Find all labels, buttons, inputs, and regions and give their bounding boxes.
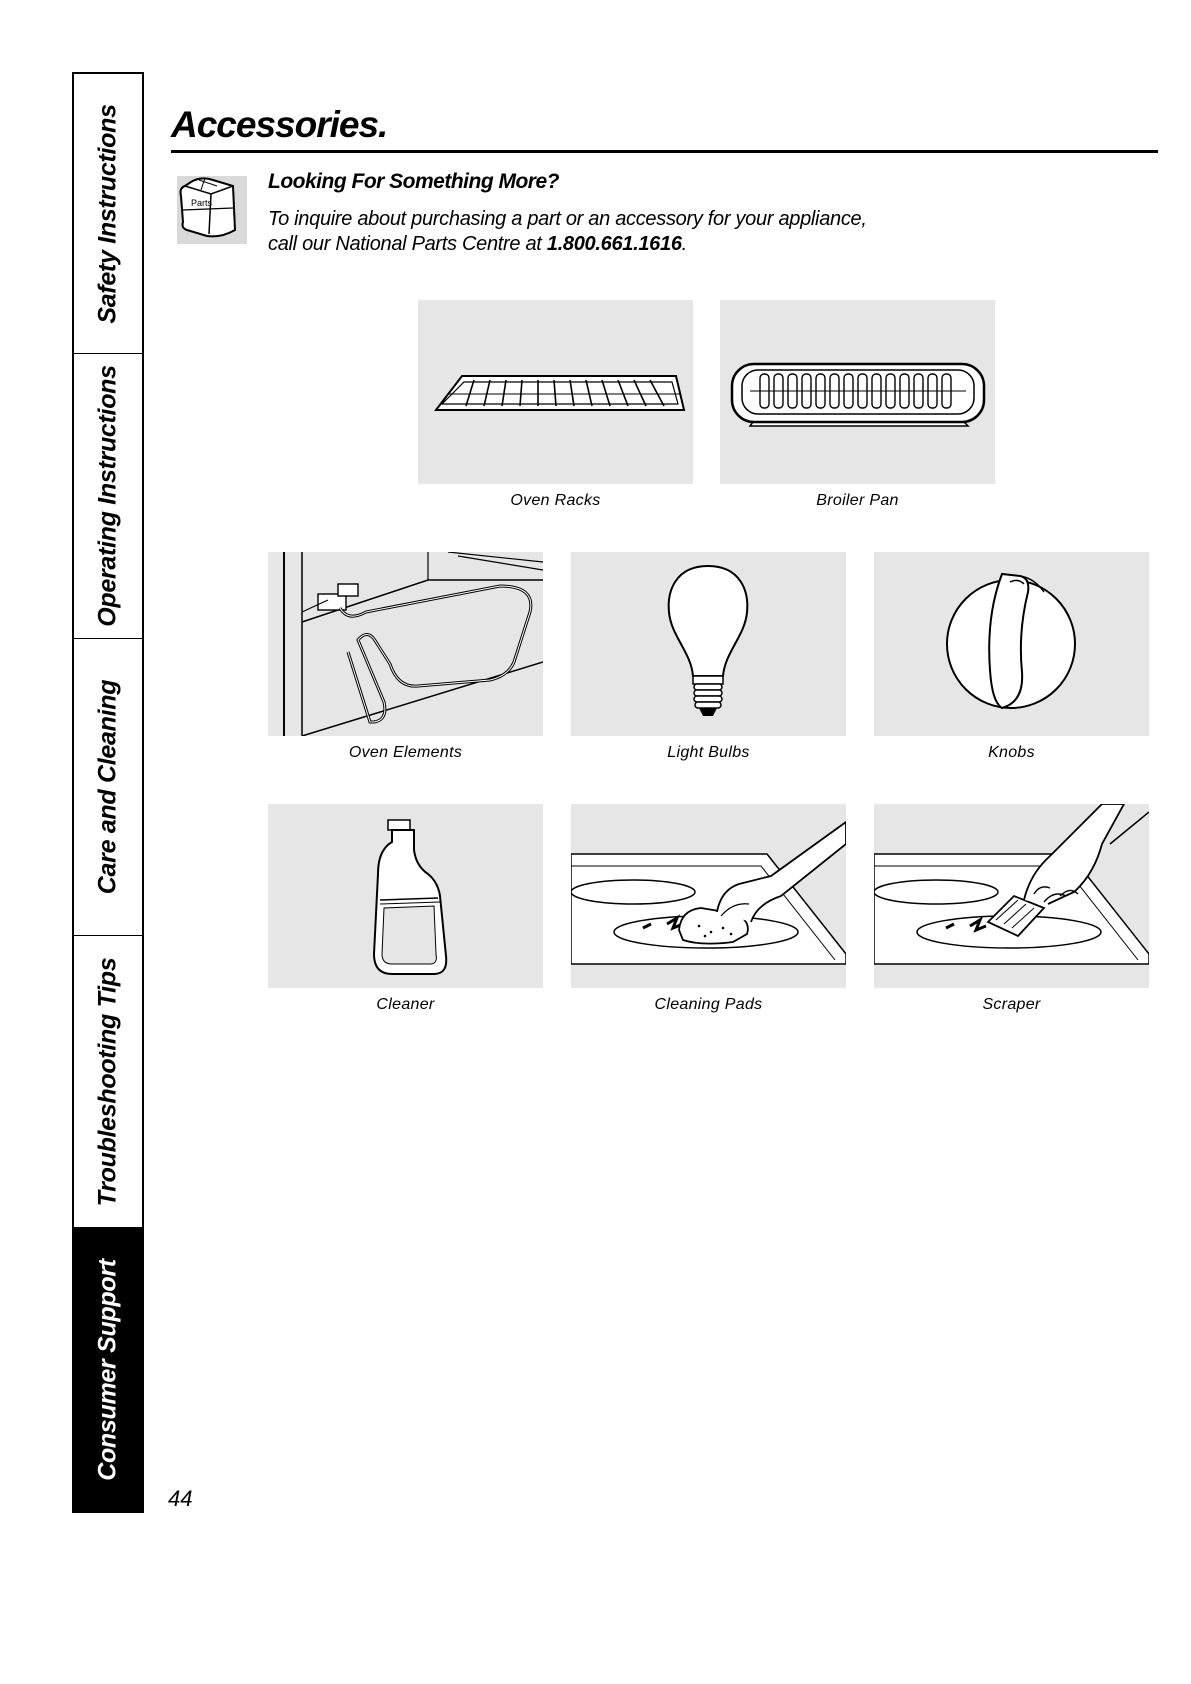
cleaner-bottle-illustration <box>268 804 543 988</box>
tab-label: Operating Instructions <box>93 365 122 627</box>
tab-care-and-cleaning[interactable] <box>74 639 142 936</box>
scraper-caption: Scraper <box>982 996 1041 1013</box>
title-rule <box>171 150 1158 153</box>
intro-line-1: To inquire about purchasing a part or an accessory for your appliance, <box>268 208 867 230</box>
page-title: Accessories. <box>171 104 388 145</box>
accessory-light-bulbs <box>571 552 846 762</box>
tab-operating-instructions[interactable] <box>74 354 142 639</box>
light-bulb-illustration <box>571 552 846 736</box>
accessory-cleaner <box>268 804 543 1014</box>
oven-racks-illustration <box>418 300 693 484</box>
tab-label: Consumer Support <box>93 1258 122 1481</box>
accessory-scraper <box>874 804 1149 1014</box>
tab-label: Troubleshooting Tips <box>93 957 122 1206</box>
tab-consumer-support[interactable] <box>74 1228 142 1511</box>
accessory-broiler-pan <box>720 300 995 510</box>
intro-line-2-suffix: . <box>681 233 687 255</box>
scraper-illustration <box>874 804 1149 988</box>
tab-safety-instructions[interactable] <box>74 74 142 354</box>
cleaning-pads-caption: Cleaning Pads <box>654 996 763 1013</box>
parts-box-icon <box>171 172 249 246</box>
accessory-knobs <box>874 552 1149 762</box>
page-number: 44 <box>168 1486 193 1511</box>
section-subhead: Looking For Something More? <box>268 170 559 193</box>
tab-label: Safety Instructions <box>93 103 122 324</box>
knob-illustration <box>874 552 1149 736</box>
intro-line-2-prefix: call our National Parts Centre at <box>268 233 547 255</box>
oven-elements-illustration <box>268 552 543 736</box>
knobs-caption: Knobs <box>988 744 1035 761</box>
broiler-pan-illustration <box>720 300 995 484</box>
tab-label: Care and Cleaning <box>93 679 122 895</box>
intro-line-2 <box>268 232 867 257</box>
accessory-oven-racks <box>418 300 693 510</box>
cleaner-caption: Cleaner <box>376 996 435 1013</box>
accessory-cleaning-pads <box>571 804 846 1014</box>
parts-phone-number: 1.800.661.1616 <box>546 233 682 255</box>
accessory-oven-elements <box>268 552 543 762</box>
light-bulbs-caption: Light Bulbs <box>667 744 750 761</box>
oven-elements-caption: Oven Elements <box>348 744 463 761</box>
parts-label: Parts <box>191 198 213 208</box>
cleaning-pads-illustration <box>571 804 846 988</box>
tab-troubleshooting-tips[interactable] <box>74 936 142 1228</box>
intro-paragraph <box>268 207 867 257</box>
oven-racks-caption: Oven Racks <box>510 492 601 509</box>
section-tabs <box>72 72 144 1513</box>
broiler-pan-caption: Broiler Pan <box>816 492 899 509</box>
